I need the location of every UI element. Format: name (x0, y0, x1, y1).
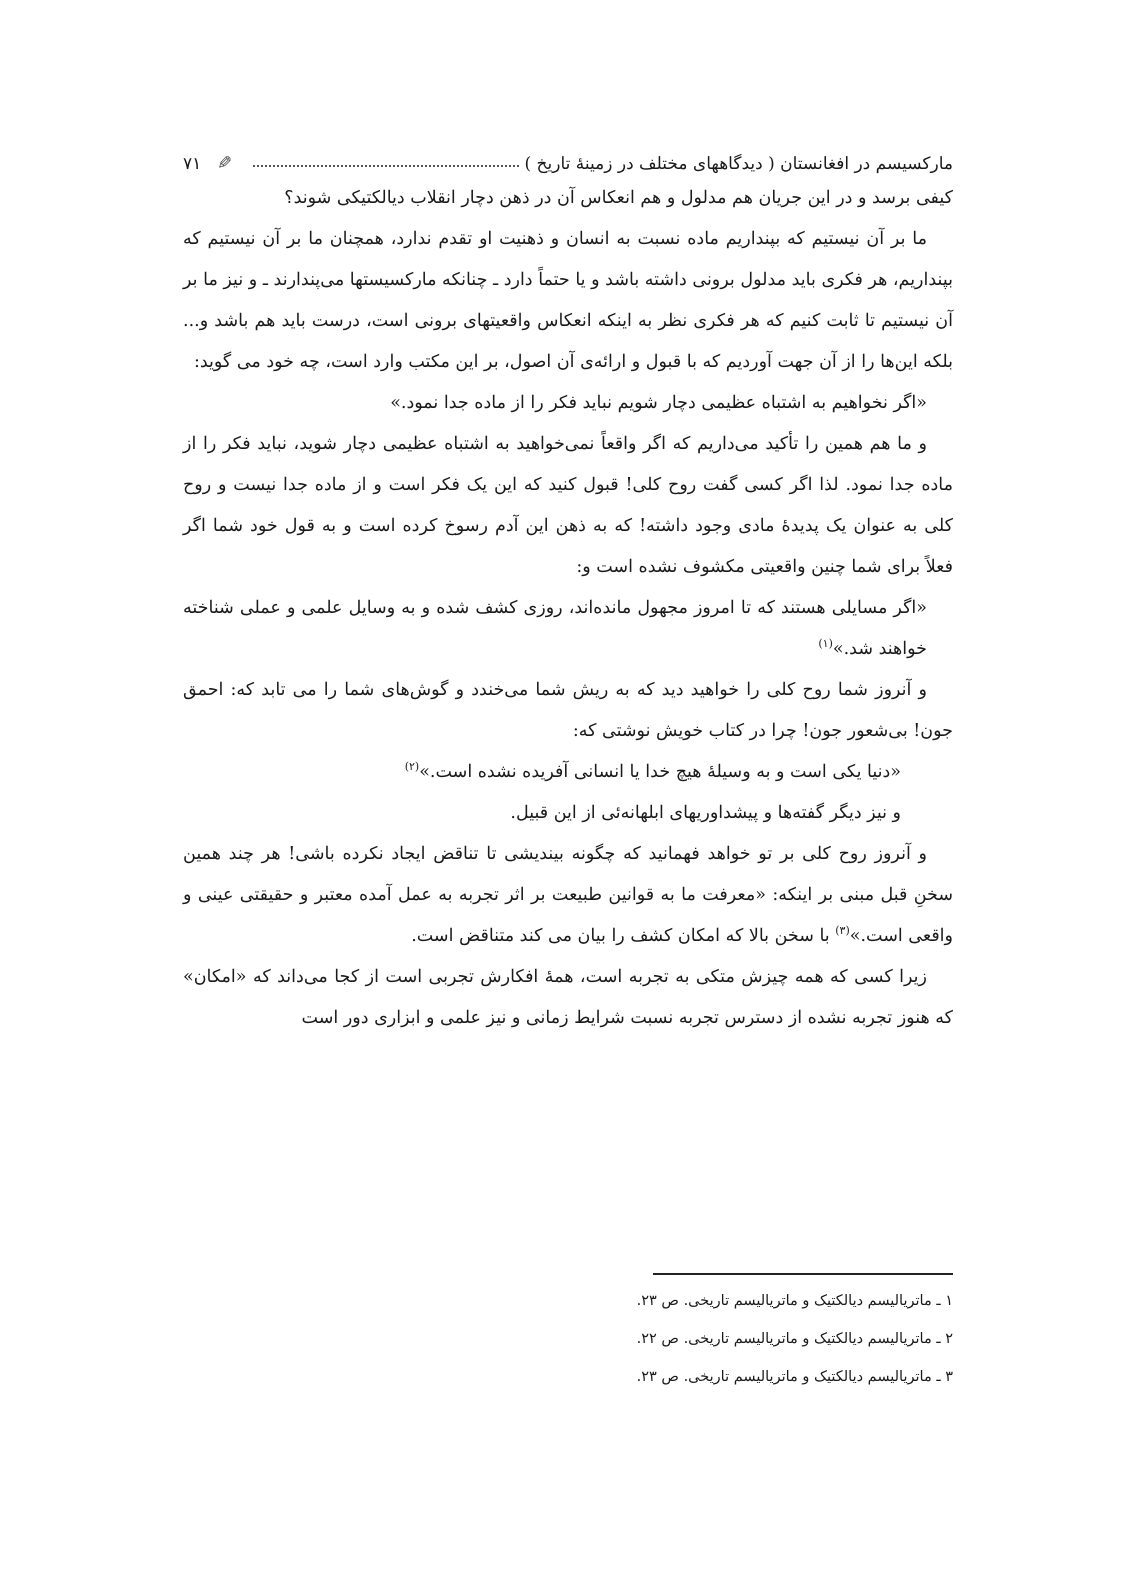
paragraph-text: با سخن بالا که امکان کشف را بیان می کند متناقض است. (411, 926, 830, 946)
footnote: ۳ ـ ماتریالیسم دیالکتیک و ماتریالیسم تاریخی. ص ۲۳. (636, 1369, 953, 1385)
paragraph: ما بر آن نیستیم که بپنداریم ماده نسبت به انسان و ذهنیت او تقدم ندارد، همچنان ما بر آن نیستیم که بپنداریم، هر فکری باید مدلول برونی داشته باشد و یا حتماً دارد ـ چنانکه مارکسیستها می‌پندارند ـ و نیز ما بر آن نیستیم تا ثابت کنیم که هر فکری نظر به اینکه انعکاس واقعیتهای برونی است، درست باید هم باشد و... بلکه این‌ها را از آن جهت آوردیم که با قبول و ارائه‌ی آن اصول، بر این مکتب وارد است، چه خود می گوید: (183, 229, 953, 372)
footnote-separator (653, 1273, 953, 1275)
block-quote: «اگر نخواهیم به اشتباه عظیمی دچار شویم نباید فکر را از ماده جدا نمود.» (390, 393, 927, 413)
running-title: مارکسیسم در افغانستان ( دیدگاههای مختلف در زمینهٔ تاریخ ) (524, 154, 953, 174)
page-number: ۷۱ (183, 154, 202, 174)
header-dot-leader (253, 165, 518, 167)
paragraph: و ما هم همین را تأکید می‌داریم که اگر واقعاً نمی‌خواهید به اشتباه عظیمی دچار شوید، نباید فکر را از ماده جدا نمود. لذا اگر کسی گفت روح کلی! قبول کنید که این یک فکر است و از ماده جدا نیست و روح کلی به عنوان یک پدیدهٔ مادی وجود داشته! که به ذهن این آدم رسوخ کرده است و به قول خود شما اگر فعلاً برای شما چنین واقعیتی مکشوف نشده است و: (183, 434, 953, 577)
quote-text: «اگر مسایلی هستند که تا امروز مجهول مانده‌اند، روزی کشف شده و به وسایل علمی و عملی شناخته خواهند شد.» (183, 598, 927, 659)
paragraph: زیرا کسی که همه چیزش متکی به تجربه است، همهٔ افکارش تجربی است از کجا می‌داند که «امکان» که هنوز تجربه نشده از دسترس تجربه نسبت شرایط زمانی و نیز علمی و ابزاری دور است (183, 967, 953, 1028)
footnotes (583, 1282, 953, 1396)
paragraph (183, 834, 953, 957)
footnote-mark: (۱) (818, 637, 833, 651)
quote-text: «دنیا یکی است و به وسیلهٔ هیچ خدا یا انسانی آفریده نشده است.» (419, 762, 901, 782)
footnote: ۲ ـ ماتریالیسم دیالکتیک و ماتریالیسم تاریخی. ص ۲۲. (636, 1331, 953, 1347)
running-header (183, 140, 953, 174)
block-quote (183, 752, 953, 793)
footnote-mark: (۲) (404, 760, 420, 774)
paragraph-text: و آنروز روح کلی بر تو خواهد فهمانید که چگونه بیندیشی تا تناقض ایجاد نکرده باشی! هر چند همین سخنِ قبل مبنی بر اینکه: «معرفت ما به قوانین طبیعت بر اثر تجربه به عمل آمده معتبر و حقیقتی عینی و واقعی است.» (183, 844, 953, 946)
paragraph: کیفی برسد و در این جریان هم مدلول و هم انعکاس آن در ذهن دچار انقلاب دیالکتیکی شوند؟ (284, 188, 953, 208)
footnote-mark: (۳) (835, 924, 850, 938)
paragraph: و آنروز شما روح کلی را خواهید دید که به ریش شما می‌خندد و گوش‌های شما را می تابد که: احمق جون! بی‌شعور جون! چرا در کتاب خویش نوشتی که: (183, 680, 953, 741)
quill-pen-icon: ✎ (217, 153, 233, 174)
block-quote (183, 588, 953, 670)
footnote: ۱ ـ ماتریالیسم دیالکتیک و ماتریالیسم تاریخی. ص ۲۳. (636, 1293, 953, 1309)
main-text (183, 178, 953, 1039)
paragraph: و نیز دیگر گفته‌ها و پیشداوریهای ابلهانه‌ئی از این قبیل. (510, 803, 901, 823)
